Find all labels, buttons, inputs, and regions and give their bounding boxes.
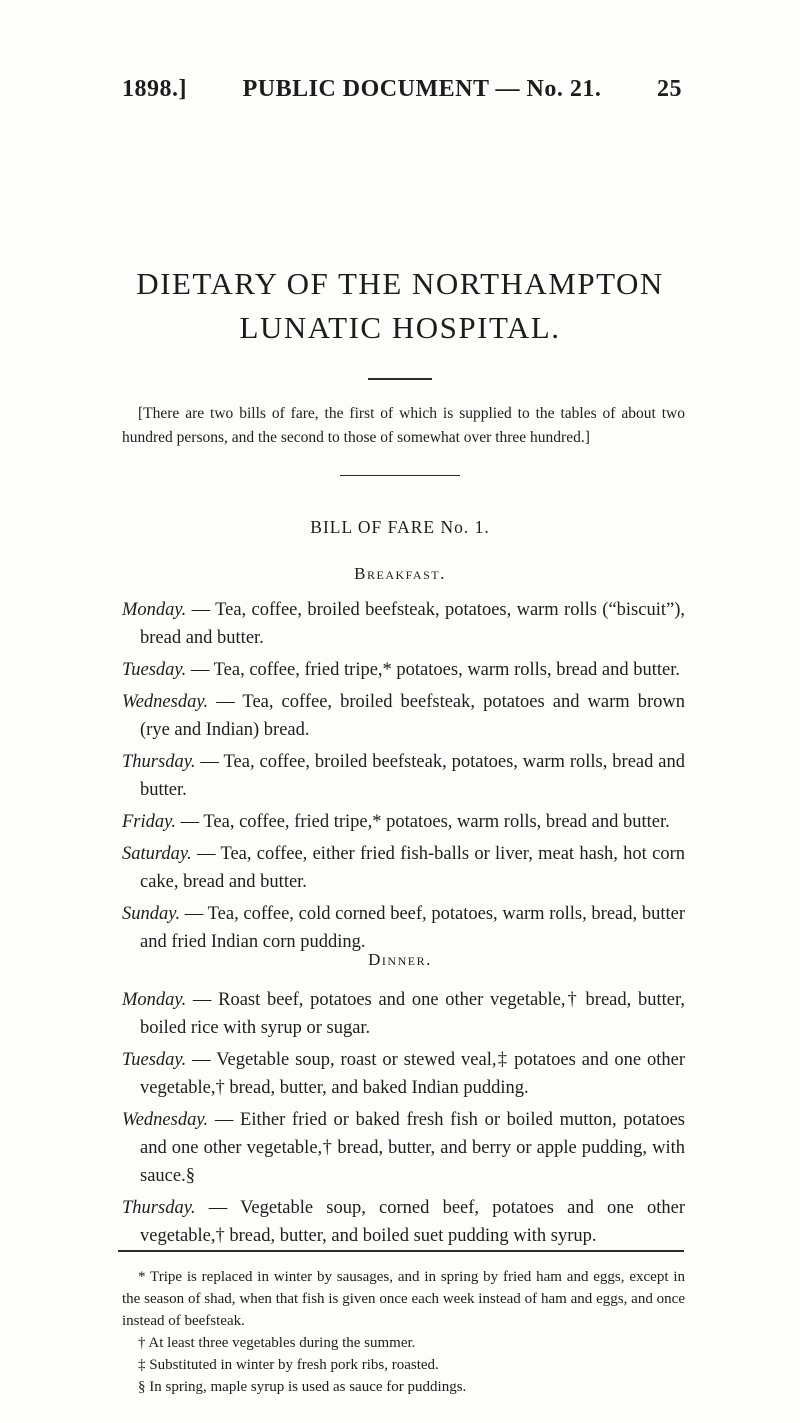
menu-entry bbox=[122, 1194, 685, 1250]
running-header bbox=[122, 76, 682, 103]
menu-day: Saturday. bbox=[122, 844, 192, 864]
menu-day: Wednesday. bbox=[122, 1110, 209, 1130]
footnote: ‡ Substituted in winter by fresh pork ribs, roasted. bbox=[138, 1357, 439, 1373]
menu-items: — Roast beef, potatoes and one other vegetable,† bread, butter, boiled rice with syrup or sugar. bbox=[140, 990, 685, 1038]
menu-day: Monday. bbox=[122, 600, 187, 620]
menu-entry bbox=[122, 656, 685, 684]
menu-items: — Either fried or baked fresh fish or boiled mutton, potatoes and one other vegetable,† bread, butter, and berry or apple pudding, with sauce.§ bbox=[140, 1110, 685, 1186]
menu-entry bbox=[122, 748, 685, 804]
footnote: § In spring, maple syrup is used as sauce for puddings. bbox=[138, 1379, 467, 1395]
menu-items: — Tea, coffee, broiled beefsteak, potatoes, warm rolls (“biscuit”), bread and butter. bbox=[140, 600, 685, 648]
menu-day: Sunday. bbox=[122, 904, 181, 924]
menu-day: Tuesday. bbox=[122, 1050, 187, 1070]
title-divider bbox=[368, 378, 432, 380]
menu-entry bbox=[122, 840, 685, 896]
menu-entry bbox=[122, 1106, 685, 1190]
menu-day: Monday. bbox=[122, 990, 187, 1010]
menu-day: Wednesday. bbox=[122, 692, 209, 712]
breakfast-menu bbox=[122, 596, 685, 956]
intro-divider bbox=[340, 475, 460, 476]
menu-entry bbox=[122, 596, 685, 652]
footnote: * Tripe is replaced in winter by sausages, and in spring by fried ham and eggs, except in the season of shad, when that fish is given once each week instead of ham and eggs, and once instead of beefsteak. bbox=[122, 1269, 685, 1329]
footnotes bbox=[122, 1266, 685, 1398]
menu-day: Tuesday. bbox=[122, 660, 187, 680]
menu-day: Friday. bbox=[122, 812, 176, 832]
menu-items: — Tea, coffee, broiled beefsteak, potatoes and warm brown (rye and Indian) bread. bbox=[140, 692, 685, 740]
page-title-line-2: LUNATIC HOSPITAL. bbox=[239, 310, 561, 345]
header-year: 1898.] bbox=[122, 76, 187, 102]
menu-items: — Vegetable soup, roast or stewed veal,‡ potatoes and one other vegetable,† bread, butter, and baked Indian pudding. bbox=[140, 1050, 685, 1098]
bill-of-fare-title: BILL OF FARE No. 1. bbox=[310, 517, 490, 537]
menu-items: — Tea, coffee, either fried fish-balls or liver, meat hash, hot corn cake, bread and butter. bbox=[140, 844, 685, 892]
menu-day: Thursday. bbox=[122, 752, 196, 772]
menu-entry bbox=[122, 808, 685, 836]
menu-items: — Tea, coffee, fried tripe,* potatoes, warm rolls, bread and butter. bbox=[175, 812, 670, 832]
header-page-number: 25 bbox=[657, 76, 682, 102]
header-document-title: PUBLIC DOCUMENT — No. 21. bbox=[242, 76, 602, 102]
page-title-line-1: DIETARY OF THE NORTHAMPTON bbox=[136, 266, 664, 301]
menu-day: Thursday. bbox=[122, 1198, 196, 1218]
menu-items: — Tea, coffee, fried tripe,* potatoes, warm rolls, bread and butter. bbox=[186, 660, 681, 680]
dinner-menu bbox=[122, 986, 685, 1250]
menu-entry bbox=[122, 688, 685, 744]
dinner-heading: Dinner. bbox=[368, 950, 432, 969]
menu-items: — Tea, coffee, broiled beefsteak, potatoes, warm rolls, bread and butter. bbox=[140, 752, 685, 800]
intro-note: [There are two bills of fare, the first of which is supplied to the tables of about two hundred persons, and the second to those of somewhat over three hundred.] bbox=[122, 405, 685, 446]
breakfast-heading: Breakfast. bbox=[354, 564, 446, 583]
menu-items: — Tea, coffee, cold corned beef, potatoes, warm rolls, bread, butter and fried Indian corn pudding. bbox=[140, 904, 685, 952]
menu-items: — Vegetable soup, corned beef, potatoes and one other vegetable,† bread, butter, and boiled suet pudding with syrup. bbox=[140, 1198, 685, 1246]
footnote: † At least three vegetables during the summer. bbox=[138, 1335, 416, 1351]
menu-entry bbox=[122, 986, 685, 1042]
footnote-divider bbox=[118, 1250, 684, 1252]
menu-entry bbox=[122, 900, 685, 956]
menu-entry bbox=[122, 1046, 685, 1102]
